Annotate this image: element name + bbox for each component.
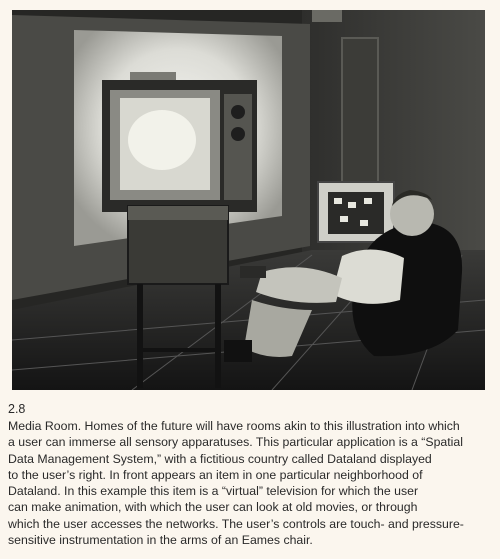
figure-number: 2.8: [8, 402, 26, 416]
caption-line: sensitive instrumentation in the arms of an Eames chair.: [8, 533, 313, 548]
caption-line: Data Management System,” with a fictitious country called Dataland displayed: [8, 451, 432, 466]
caption-line: Dataland. In this example this item is a “virtual” television for which the user: [8, 484, 419, 499]
caption-line: Media Room. Homes of the future will have rooms akin to this illustration into which: [8, 419, 460, 433]
media-room-photograph: [12, 10, 485, 390]
caption-line: to the user’s right. In front appears an item in one particular neighborhood of: [8, 467, 423, 482]
caption-line: can make animation, with which the user can look at old movies, or through: [8, 500, 418, 515]
figure-caption: [8, 418, 494, 548]
caption-line: which the user accesses the networks. The user’s controls are touch- and pressure-: [8, 516, 464, 531]
media-room-illustration: [12, 10, 485, 390]
caption-line: a user can immerse all sensory apparatuses. This particular application is a “Spatial: [8, 435, 463, 450]
